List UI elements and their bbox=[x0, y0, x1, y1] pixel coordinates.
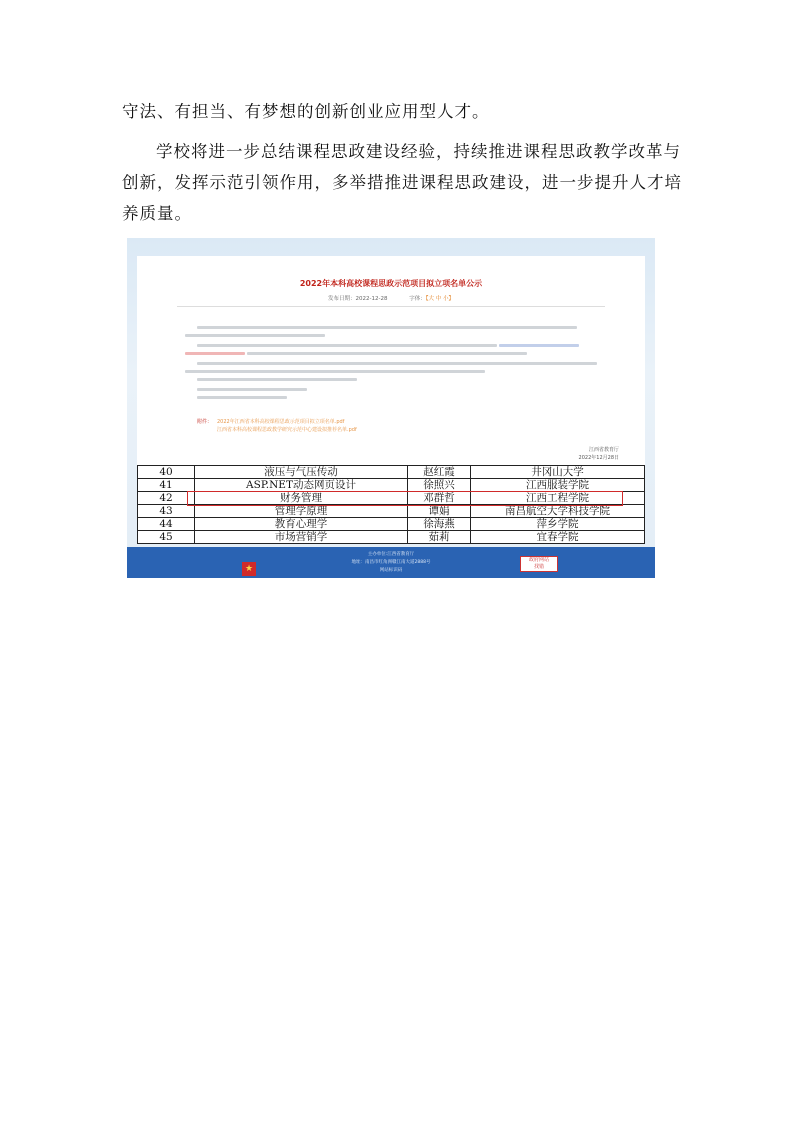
blurred-text-line bbox=[197, 326, 577, 329]
row-number: 42 bbox=[138, 492, 195, 505]
divider bbox=[177, 306, 605, 307]
course-name: 管理学原理 bbox=[195, 505, 408, 518]
table-row bbox=[138, 518, 645, 531]
badge-text-2: 找错 bbox=[533, 564, 544, 570]
blurred-text-line bbox=[185, 370, 485, 373]
blurred-text-line bbox=[197, 396, 287, 399]
school-name: 南昌航空大学科技学院 bbox=[471, 505, 645, 518]
row-number: 44 bbox=[138, 518, 195, 531]
table-row bbox=[138, 531, 645, 544]
instructor-name: 茹莉 bbox=[408, 531, 471, 544]
attachment-link-2[interactable]: 江西省本科高校课程思政教学研究示范中心建设拟推荐名单.pdf bbox=[217, 427, 357, 433]
body-paragraph-1: 守法、有担当、有梦想的创新创业应用型人才。 bbox=[122, 102, 490, 121]
school-name: 宜春学院 bbox=[471, 531, 645, 544]
signature-org: 江西省教育厅 bbox=[588, 447, 619, 453]
blurred-text-line bbox=[499, 344, 579, 347]
embedded-screenshot bbox=[127, 238, 655, 578]
course-name: 教育心理学 bbox=[195, 518, 408, 531]
blurred-text-line bbox=[197, 388, 307, 391]
font-size-options: 【大 中 小】 bbox=[425, 296, 454, 302]
course-name: 液压与气压传动 bbox=[195, 466, 408, 479]
footer-line-2: 地址：南昌市红角洲赣江南大道2888号 bbox=[351, 560, 431, 565]
signature-date: 2022年12月28日 bbox=[578, 455, 619, 461]
blurred-text-line bbox=[185, 352, 245, 355]
school-name: 萍乡学院 bbox=[471, 518, 645, 531]
site-footer bbox=[127, 547, 655, 578]
font-size-label: 字体： bbox=[409, 296, 426, 302]
emblem-icon: ★ bbox=[242, 562, 256, 576]
notice-meta bbox=[137, 294, 645, 302]
instructor-name: 谭娟 bbox=[408, 505, 471, 518]
course-name: ASP.NET动态网页设计 bbox=[195, 479, 408, 492]
row-number: 45 bbox=[138, 531, 195, 544]
school-name: 井冈山大学 bbox=[471, 466, 645, 479]
row-number: 41 bbox=[138, 479, 195, 492]
publish-date: 发布日期：2022-12-28 bbox=[328, 296, 388, 302]
instructor-name: 邓群哲 bbox=[408, 492, 471, 505]
font-size-control bbox=[409, 296, 454, 302]
badge-text-1: 政府网站 bbox=[528, 557, 549, 563]
footer-line-3: 网站标识码 bbox=[379, 568, 403, 573]
blurred-text-line bbox=[197, 378, 357, 381]
course-name: 财务管理 bbox=[195, 492, 408, 505]
school-name: 江西工程学院 bbox=[471, 492, 645, 505]
notice-title: 2022年本科高校课程思政示范项目拟立项名单公示 bbox=[299, 279, 483, 288]
blurred-text-line bbox=[197, 344, 497, 347]
course-name: 市场营销学 bbox=[195, 531, 408, 544]
error-report-badge[interactable] bbox=[520, 556, 558, 572]
school-name: 江西服装学院 bbox=[471, 479, 645, 492]
notice-card bbox=[137, 256, 645, 482]
blurred-text-line bbox=[185, 334, 325, 337]
row-number: 43 bbox=[138, 505, 195, 518]
table-row bbox=[138, 466, 645, 479]
instructor-name: 徐照兴 bbox=[408, 479, 471, 492]
table-row bbox=[138, 479, 645, 492]
instructor-name: 赵红霞 bbox=[408, 466, 471, 479]
blurred-text-line bbox=[247, 352, 527, 355]
highlight-box bbox=[187, 491, 623, 506]
footer-line-1: 主办单位:江西省教育厅 bbox=[367, 552, 415, 557]
instructor-name: 徐海燕 bbox=[408, 518, 471, 531]
body-paragraph-2: 学校将进一步总结课程思政建设经验，持续推进课程思政教学改革与创新，发挥示范引领作用，多举措推进课程思政建设，进一步提升人才培养质量。 bbox=[122, 142, 682, 223]
attachment-link-1[interactable]: 2022年江西省本科高校课程思政示范项目拟立项名单.pdf bbox=[217, 419, 345, 425]
attachment-label: 附件： bbox=[197, 419, 213, 425]
row-number: 40 bbox=[138, 466, 195, 479]
table-row bbox=[138, 505, 645, 518]
blurred-text-line bbox=[197, 362, 597, 365]
